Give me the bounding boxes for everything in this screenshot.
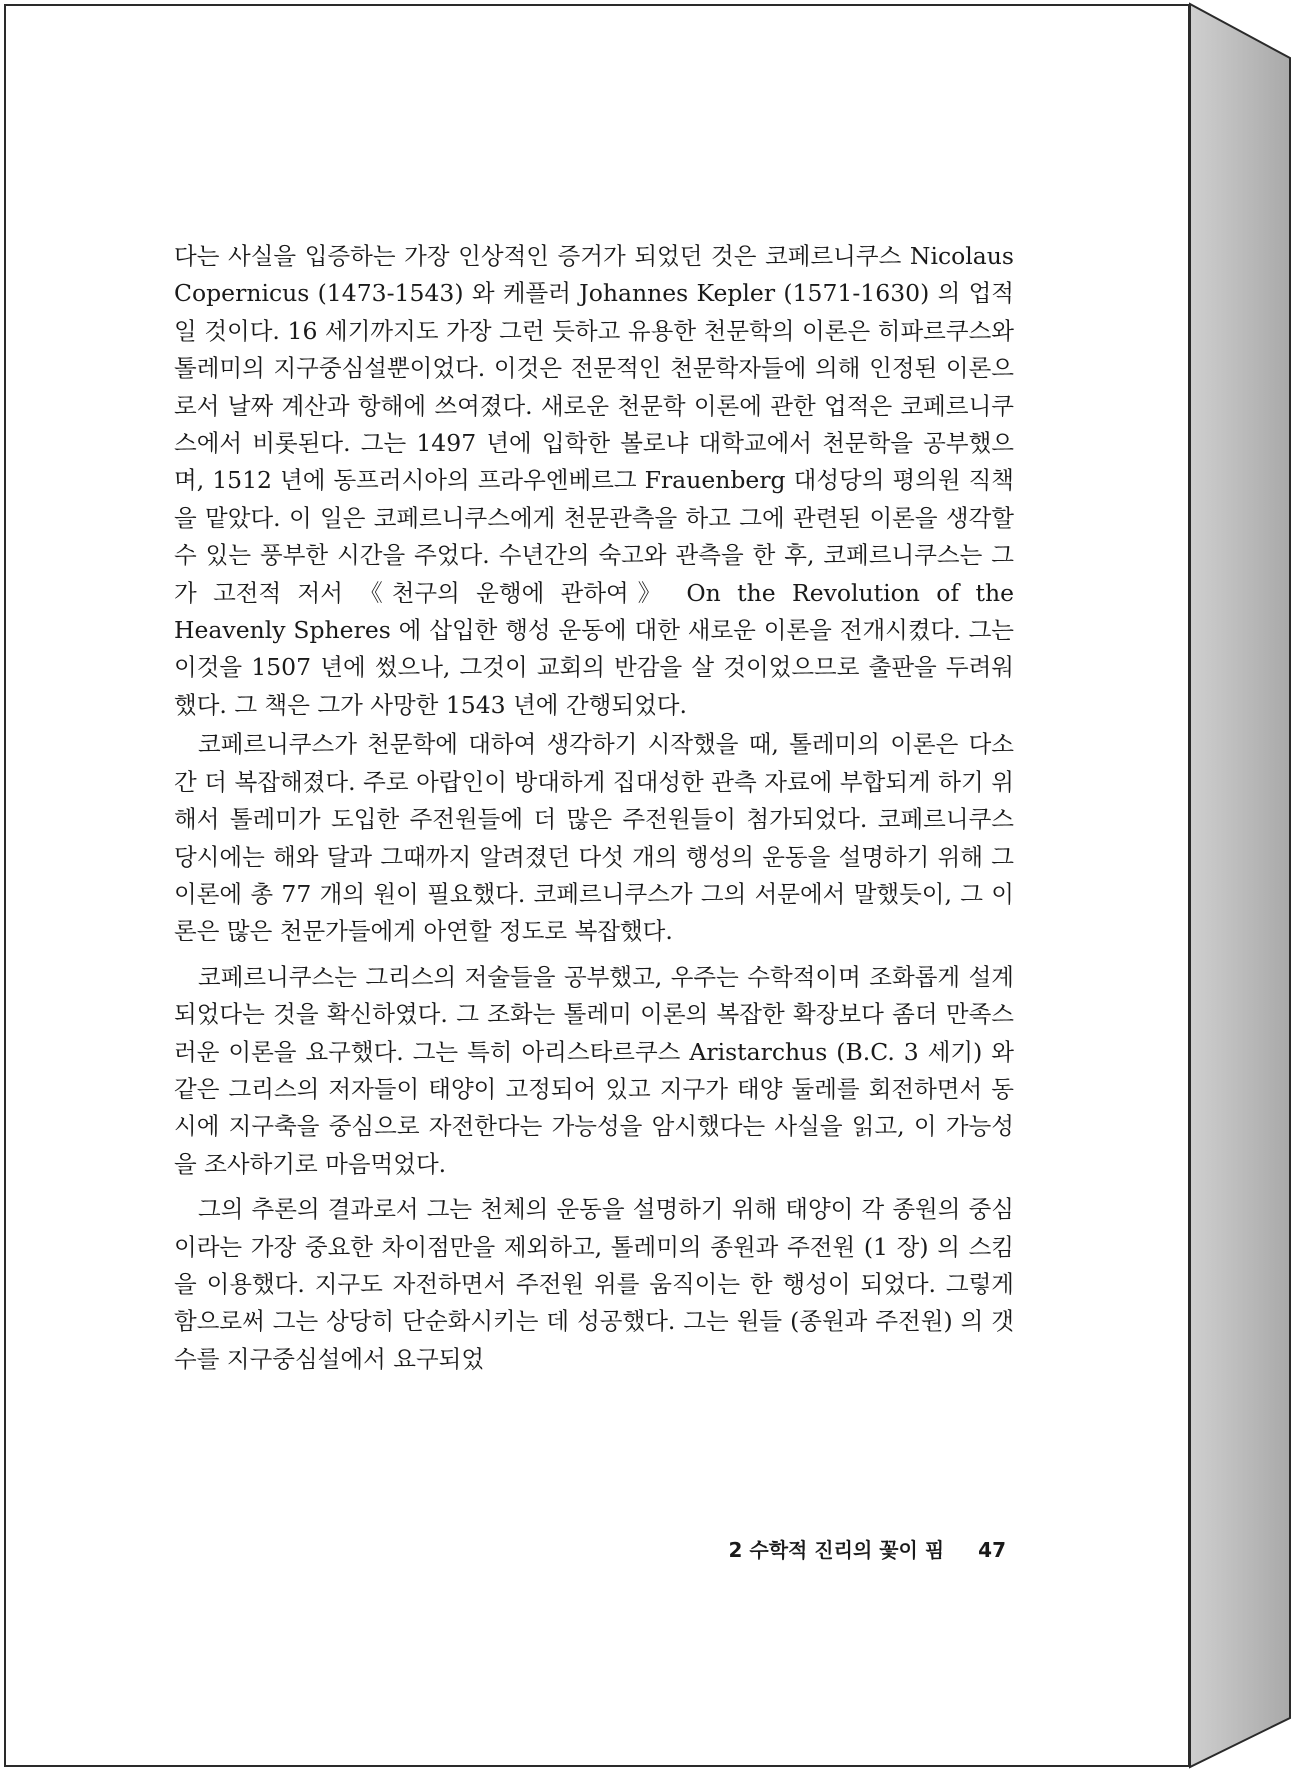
page-footer — [676, 1534, 1006, 1563]
paragraph-4: 그의 추론의 결과로서 그는 천체의 운동을 설명하기 위해 태양이 각 종원의 중심이라는 가장 중요한 차이점만을 제외하고, 톨레미의 종원과 주전원 (1 장) 의 스킴을 이용했다. 지구도 자전하면서 주전원 위를 움직이는 한 행성이 되었다. 그렇게 함으로써 그는 상당히 단순화시키는 데 성공했다. 그는 원들 (종원과 주전원) 의 갯수를 지구중심설에서 요구되었 — [174, 1195, 1014, 1373]
page-side-bevel — [1190, 4, 1290, 1767]
running-title: 2 수학적 진리의 꽃이 핌 — [728, 1538, 945, 1562]
paragraph-2: 코페르니쿠스가 천문학에 대하여 생각하기 시작했을 때, 톨레미의 이론은 다소간 더 복잡해졌다. 주로 아랍인이 방대하게 집대성한 관측 자료에 부합되게 하기 위해서 톨레미가 도입한 주전원들에 더 많은 주전원들이 첨가되었다. 코페르니쿠스 당시에는 해와 달과 그때까지 알려졌던 다섯 개의 행성의 운동을 설명하기 위해 그 이론에 총 77 개의 원이 필요했다. 코페르니쿠스가 그의 서문에서 말했듯이, 그 이론은 많은 천문가들에게 아연할 정도로 복잡했다. — [174, 730, 1014, 946]
paragraph-3: 코페르니쿠스는 그리스의 저술들을 공부했고, 우주는 수학적이며 조화롭게 설계되었다는 것을 확신하였다. 그 조화는 톨레미 이론의 복잡한 확장보다 좀더 만족스러운 이론을 요구했다. 그는 특히 아리스타르쿠스 Aristarchus (B.C. 3 세기) 와 같은 그리스의 저자들이 태양이 고정되어 있고 지구가 태양 둘레를 회전하면서 동시에 지구축을 중심으로 자전한다는 가능성을 암시했다는 사실을 읽고, 이 가능성을 조사하기로 마음먹었다. — [174, 962, 1014, 1178]
book-page — [4, 4, 1190, 1767]
page-number: 47 — [978, 1538, 1006, 1562]
paragraph-1: 다는 사실을 입증하는 가장 인상적인 증거가 되었던 것은 코페르니쿠스 Nicolaus Copernicus (1473-1543) 와 케플러 Johannes Kepler (1571-1630) 의 업적일 것이다. 16 세기까지도 가장 그런 듯하고 유용한 천문학의 이론은 히파르쿠스와 톨레미의 지구중심설뿐이었다. 이것은 전문적인 천문학자들에 의해 인정된 이론으로서 날짜 계산과 항해에 쓰여졌다. 새로운 천문학 이론에 관한 업적은 코페르니쿠스에서 비롯된다. 그는 1497 년에 입학한 볼로냐 대학교에서 천문학을 공부했으며, 1512 년에 동프러시아의 프라우엔베르그 Frauenberg 대성당의 평의원 직책을 맡았다. 이 일은 코페르니쿠스에게 천문관측을 하고 그에 관련된 이론을 생각할 수 있는 풍부한 시간을 주었다. 수년간의 숙고와 관측을 한 후, 코페르니쿠스는 그가 고전적 저서 《천구의 운행에 관하여》 On the Revolution of the Heavenly Spheres 에 삽입한 행성 운동에 대한 새로운 이론을 전개시켰다. 그는 이것을 1507 년에 썼으나, 그것이 교회의 반감을 살 것이었으므로 출판을 두려워했다. 그 책은 그가 사망한 1543 년에 간행되었다. — [174, 242, 1014, 719]
body-text — [174, 238, 1014, 1378]
